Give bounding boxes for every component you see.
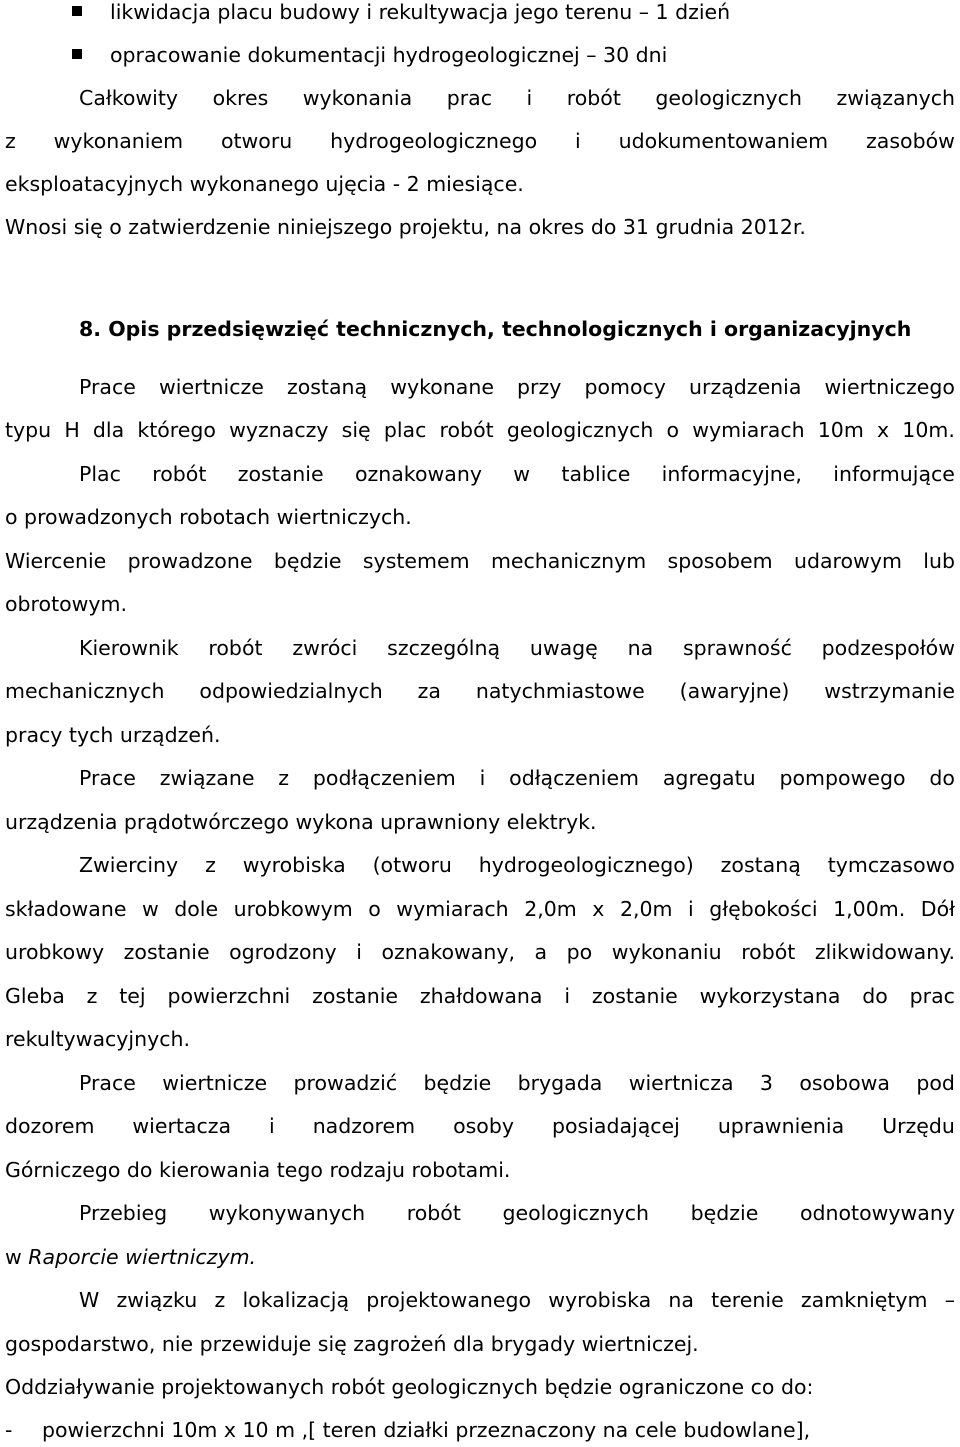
paragraph-line: Górniczego do kierowania tego rodzaju robotami.: [5, 1158, 511, 1182]
word: urobkowy: [5, 940, 105, 964]
word: i: [564, 984, 571, 1008]
paragraph-line: gospodarstwo, nie przewiduje się zagrożeń dla brygady wiertniczej.: [5, 1332, 699, 1356]
word: H: [64, 418, 80, 442]
word: robót: [439, 418, 494, 442]
word: wykonania: [302, 86, 413, 110]
word: sprawność: [682, 636, 792, 660]
word: informujące: [833, 462, 955, 486]
word: prac: [446, 86, 492, 110]
paragraph-line: [0, 544, 960, 578]
paragraph-line: Oddziaływanie projektowanych robót geologicznych będzie ograniczone co do:: [5, 1375, 814, 1399]
word: hydrogeologicznego: [330, 129, 538, 153]
paragraph-line: eksploatacyjnych wykonanego ujęcia - 2 miesiące.: [5, 172, 524, 196]
word: wykonaniu: [611, 940, 722, 964]
word: terenie: [711, 1288, 784, 1312]
word: Prace: [79, 1071, 136, 1095]
word: osobowa: [799, 1071, 890, 1095]
word: ogrodzony: [229, 940, 337, 964]
word: Gleba: [5, 984, 65, 1008]
word: o: [666, 418, 680, 442]
word: (awaryjne): [679, 679, 790, 703]
word: po: [566, 940, 593, 964]
word: zamkniętym: [800, 1288, 928, 1312]
word: dozorem: [5, 1114, 95, 1138]
word: 3: [759, 1071, 773, 1095]
word: a: [534, 940, 548, 964]
word: będzie: [273, 549, 342, 573]
word: geologicznych: [502, 1201, 650, 1225]
section-heading: 8. Opis przedsięwzięć technicznych, technologicznych i organizacyjnych: [79, 317, 912, 341]
word: związku: [116, 1288, 198, 1312]
word: pompowego: [779, 766, 906, 790]
word: robót: [152, 462, 207, 486]
word: dole: [174, 897, 219, 921]
word: wiertniczego: [824, 375, 955, 399]
word: i: [479, 766, 486, 790]
word: posiadającej: [551, 1114, 680, 1138]
word: wymiarach: [396, 897, 509, 921]
paragraph-line: [0, 935, 960, 969]
word: dla: [92, 418, 125, 442]
word: agregatu: [662, 766, 756, 790]
word: wykonane: [390, 375, 494, 399]
word: Przebieg: [79, 1201, 168, 1225]
word: na: [668, 1288, 694, 1312]
paragraph-line: [0, 457, 960, 491]
word: mechanicznych: [5, 679, 165, 703]
word: związane: [159, 766, 255, 790]
word: w: [513, 462, 531, 486]
report-title: Raporcie wiertniczym.: [28, 1245, 257, 1269]
word: odpowiedzialnych: [199, 679, 383, 703]
word: zwróci: [292, 636, 358, 660]
paragraph-line: [0, 1109, 960, 1143]
paragraph-text: w: [5, 1245, 29, 1269]
word: sposobem: [667, 549, 773, 573]
word: wiertnicza: [628, 1071, 734, 1095]
word: się: [341, 418, 371, 442]
paragraph-line: Wnosi się o zatwierdzenie niniejszego projektu, na okres do 31 grudnia 2012r.: [5, 215, 806, 239]
word: urobkowym: [233, 897, 353, 921]
bullet-text: opracowanie dokumentacji hydrogeologicznej – 30 dni: [110, 43, 668, 67]
word: 1,00m.: [833, 897, 906, 921]
word: zostanie: [591, 984, 678, 1008]
word: odnotowywany: [799, 1201, 955, 1225]
word: związanych: [836, 86, 955, 110]
word: robót: [566, 86, 621, 110]
word: okres: [212, 86, 269, 110]
word: wyrobiska: [548, 1288, 652, 1312]
word: tymczasowo: [827, 853, 955, 877]
word: robót: [208, 636, 263, 660]
word: tej: [119, 984, 146, 1008]
word: x: [876, 418, 890, 442]
word: wiertacza: [132, 1114, 232, 1138]
word: Plac: [79, 462, 121, 486]
word: głębokości: [709, 897, 818, 921]
word: mechanicznym: [490, 549, 647, 573]
paragraph-line: [0, 1196, 960, 1230]
paragraph-line: urządzenia prądotwórczego wykona uprawniony elektryk.: [5, 810, 597, 834]
word: natychmiastowe: [475, 679, 645, 703]
word: Całkowity: [79, 86, 179, 110]
word: Urzędu: [882, 1114, 955, 1138]
bullet-item: [0, 38, 960, 72]
word: wyrobiska: [242, 853, 346, 877]
word: z: [205, 853, 216, 877]
word: plac: [383, 418, 427, 442]
word: w: [141, 897, 159, 921]
word: x: [592, 897, 605, 921]
word: podzespołów: [821, 636, 955, 660]
word: na: [627, 636, 654, 660]
word: informacyjne,: [661, 462, 802, 486]
word: Zwierciny: [79, 853, 179, 877]
word: osoby: [453, 1114, 514, 1138]
word: zostanie: [123, 940, 210, 964]
word: do: [862, 984, 888, 1008]
word: robót: [741, 940, 796, 964]
word: podłączeniem: [312, 766, 456, 790]
word: W: [79, 1288, 100, 1312]
word: Wiercenie: [5, 549, 107, 573]
word: i: [575, 129, 581, 153]
word: brygada: [517, 1071, 603, 1095]
word: pod: [916, 1071, 955, 1095]
paragraph-line: [0, 370, 960, 404]
word: udarowym: [793, 549, 902, 573]
word: prowadzone: [127, 549, 253, 573]
word: przy: [517, 375, 562, 399]
word: prowadzić: [293, 1071, 398, 1095]
word: z: [86, 984, 98, 1008]
word: 10m: [817, 418, 864, 442]
word: wymiarach: [692, 418, 805, 442]
word: zostanie: [237, 462, 324, 486]
word: z: [278, 766, 290, 790]
word: 2,0m: [619, 897, 673, 921]
word: geologicznych: [655, 86, 802, 110]
paragraph-line: [0, 124, 960, 158]
word: zhałdowana: [419, 984, 543, 1008]
word: Kierownik: [79, 636, 179, 660]
word: hydrogeologicznego): [478, 853, 694, 877]
word: będzie: [690, 1201, 759, 1225]
paragraph-line: [0, 1240, 960, 1274]
word: oznakowany,: [381, 940, 515, 964]
word: pomocy: [584, 375, 666, 399]
word: tablice: [561, 462, 631, 486]
word: projektowanego: [366, 1288, 532, 1312]
word: wykonywanych: [208, 1201, 366, 1225]
word: udokumentowaniem: [618, 129, 829, 153]
word: Prace: [79, 766, 136, 790]
paragraph-line: pracy tych urządzeń.: [5, 723, 221, 747]
word: (otworu: [372, 853, 452, 877]
word: uwagę: [529, 636, 598, 660]
paragraph-line: [0, 892, 960, 926]
word: oznakowany: [354, 462, 482, 486]
bullet-item: [0, 0, 960, 29]
word: wykorzystana: [699, 984, 841, 1008]
word: zostanie: [312, 984, 399, 1008]
paragraph-line: obrotowym.: [5, 592, 128, 616]
word: uprawnienia: [717, 1114, 845, 1138]
word: i: [688, 897, 694, 921]
word: zasobów: [866, 129, 955, 153]
square-bullet-icon: [72, 6, 82, 16]
word: otworu: [220, 129, 293, 153]
word: geologicznych: [506, 418, 654, 442]
paragraph-line: [0, 761, 960, 795]
word: i: [269, 1114, 275, 1138]
word: którego: [137, 418, 216, 442]
paragraph-line: o prowadzonych robotach wiertniczych.: [5, 505, 412, 529]
paragraph-line: rekultywacyjnych.: [5, 1027, 191, 1051]
paragraph-line: [0, 413, 960, 447]
word: składowane: [5, 897, 127, 921]
word: typu: [5, 418, 52, 442]
word: 10m.: [902, 418, 955, 442]
paragraph-line: [0, 631, 960, 665]
word: i: [356, 940, 362, 964]
word: odłączeniem: [509, 766, 640, 790]
word: wstrzymanie: [824, 679, 955, 703]
word: nadzorem: [312, 1114, 416, 1138]
word: lub: [923, 549, 955, 573]
paragraph-line: [0, 81, 960, 115]
word: i: [526, 86, 533, 110]
word: z: [5, 129, 16, 153]
word: urządzenia: [689, 375, 802, 399]
word: wiertnicze: [162, 1071, 268, 1095]
word: o: [368, 897, 381, 921]
word: robót: [406, 1201, 461, 1225]
word: zostaną: [286, 375, 368, 399]
dash-marker: -: [5, 1418, 13, 1442]
word: z: [214, 1288, 226, 1312]
word: zostaną: [720, 853, 801, 877]
word: wiertnicze: [158, 375, 264, 399]
word: 2,0m: [524, 897, 577, 921]
word: –: [944, 1288, 955, 1312]
paragraph-line: [0, 1066, 960, 1100]
square-bullet-icon: [72, 49, 82, 59]
word: lokalizacją: [242, 1288, 350, 1312]
word: zlikwidowany.: [814, 940, 955, 964]
word: Prace: [79, 375, 136, 399]
paragraph-line: [0, 1283, 960, 1317]
word: powierzchni: [167, 984, 291, 1008]
word: szczególną: [387, 636, 501, 660]
word: wykonaniem: [53, 129, 184, 153]
word: Dół: [920, 897, 955, 921]
word: wyznaczy: [229, 418, 329, 442]
word: za: [417, 679, 441, 703]
list-item-text: powierzchni 10m x 10 m ,[ teren działki przeznaczony na cele budowlane],: [42, 1418, 811, 1442]
word: do: [929, 766, 955, 790]
word: będzie: [423, 1071, 492, 1095]
dash-list-item: [0, 1413, 960, 1447]
bullet-text: likwidacja placu budowy i rekultywacja jego terenu – 1 dzień: [110, 0, 731, 24]
paragraph-line: [0, 979, 960, 1013]
word: systemem: [362, 549, 470, 573]
paragraph-line: [0, 848, 960, 882]
paragraph-line: [0, 674, 960, 708]
word: prac: [909, 984, 955, 1008]
